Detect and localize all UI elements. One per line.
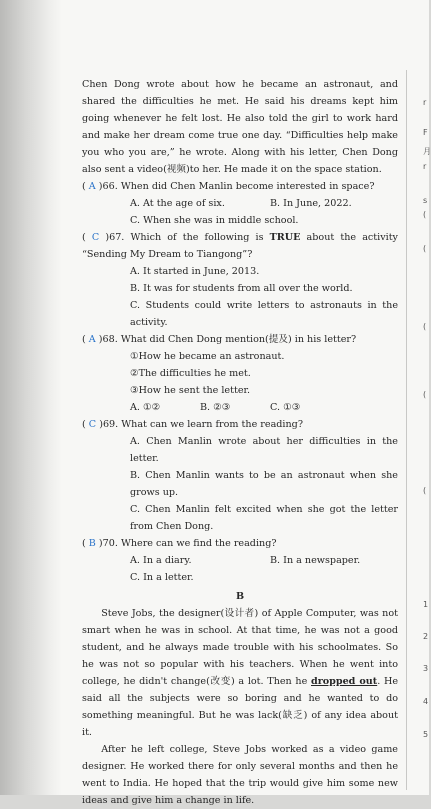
- question-70: ( B )70. Where can we find the reading?: [82, 538, 277, 549]
- option: A. Chen Manlin wrote about her difficulties in the letter.: [130, 436, 398, 464]
- page-shadow: [0, 0, 62, 795]
- answer-69: C: [88, 419, 97, 430]
- right-edge-fragment: (: [423, 244, 427, 253]
- right-edge-fragment: r: [423, 162, 427, 171]
- right-edge-fragment: (: [423, 486, 427, 495]
- answer-66: A: [88, 181, 96, 192]
- right-edge-fragment: 月: [423, 147, 431, 156]
- answer-67: C: [91, 232, 100, 243]
- section-b-heading: B: [235, 591, 245, 602]
- underlined-phrase: dropped out: [311, 676, 378, 687]
- option: A. ①②: [130, 402, 161, 413]
- right-edge-fragment: r: [423, 98, 427, 107]
- right-edge-fragment: (: [423, 322, 427, 331]
- options-68: [130, 399, 398, 416]
- sub-item: ②The difficulties he met.: [130, 368, 251, 379]
- option: C. Chen Manlin felt excited when she got the letter from Chen Dong.: [130, 504, 398, 532]
- option: B. In a newspaper.: [270, 555, 361, 566]
- options-70: [130, 552, 398, 569]
- sub-item: ③How he sent the letter.: [130, 385, 251, 396]
- right-edge-fragment: 2: [423, 632, 429, 641]
- option: B. ②③: [200, 402, 231, 413]
- right-edge-fragment: 4: [423, 697, 429, 706]
- passage-a-tail: Chen Dong wrote about how he became an astronaut, and shared the difficulties he met. He said his dreams kept him going whenever he felt lost. He also told the girl to work hard and make her dream come true one day. “Difficulties help make you who you are,” he wrote. Along with his letter, Chen Dong also sent a video(视频)to her. He made it on the space station.: [82, 79, 398, 175]
- passage-b-paragraph-1: Steve Jobs, the designer(设计者) of Apple Computer, was not smart when he was in school. At that time, he was not a good student, and he always made trouble with his schoolmates. So he was not so popular with his teachers. When he went into college, he didn't change(改变) a lot. Then he dropped out. He said all the subjects were so boring and he wanted to do something meaningful. But he was lack(缺乏) of any idea about it.: [82, 608, 398, 738]
- right-edge-fragment: 5: [423, 730, 429, 739]
- option: C. Students could write letters to astronauts in the activity.: [130, 300, 398, 328]
- passage-b-paragraph-2: After he left college, Steve Jobs worked as a video game designer. He worked there for only several months and then he went to India. He hoped that the trip would give him some new ideas and give him a change in life.: [82, 744, 398, 806]
- option: C. When she was in middle school.: [130, 215, 299, 226]
- column-divider: [406, 70, 407, 790]
- right-edge-fragment: (: [423, 390, 427, 399]
- right-edge-fragment: (: [423, 210, 427, 219]
- answer-70: B: [88, 538, 96, 549]
- option: A. At the age of six.: [130, 198, 225, 209]
- option: B. In June, 2022.: [270, 198, 352, 209]
- right-edge-fragment: 1: [423, 600, 429, 609]
- option: A. It started in June, 2013.: [130, 266, 260, 277]
- option: C. ①③: [270, 402, 301, 413]
- options-66: [130, 195, 398, 212]
- right-edge-fragment: F: [423, 128, 428, 137]
- option: A. In a diary.: [130, 555, 192, 566]
- option: B. It was for students from all over the world.: [130, 283, 353, 294]
- right-edge-fragment: 3: [423, 664, 429, 673]
- option: C. In a letter.: [130, 572, 194, 583]
- sub-item: ①How he became an astronaut.: [130, 351, 285, 362]
- question-66: ( A )66. When did Chen Manlin become interested in space?: [82, 181, 375, 192]
- answer-68: A: [88, 334, 96, 345]
- option: B. Chen Manlin wants to be an astronaut when she grows up.: [130, 470, 398, 498]
- question-67: ( C )67. Which of the following is TRUE about the activity “Sending My Dream to Tiangong”?: [82, 232, 398, 260]
- question-69: ( C )69. What can we learn from the reading?: [82, 419, 303, 430]
- question-68: ( A )68. What did Chen Dong mention(提及) in his letter?: [82, 334, 357, 345]
- main-column: [82, 76, 398, 809]
- right-edge-fragment: s: [423, 196, 428, 205]
